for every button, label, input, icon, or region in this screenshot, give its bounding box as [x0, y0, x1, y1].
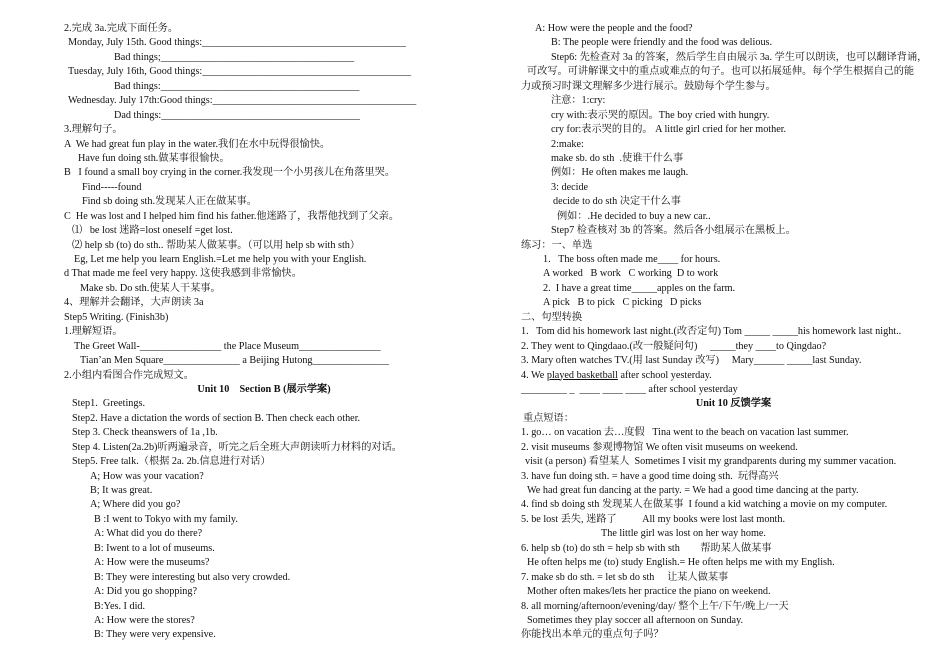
right-text-line: A: How were the people and the food?	[535, 23, 693, 34]
right-text-line: 2. They went to Qingdaao.(改一般疑问句) _____they ____to Qingdao?	[521, 340, 827, 352]
left-text-line: C He was lost and I helped him find his father.他迷路了，我帮他找到了父亲。	[64, 210, 400, 222]
right-text-line: 你能找出本单元的重点句子吗？	[521, 629, 664, 641]
right-text-line: 1. go… on vacation 去…度假 Tina went to the beach on vacation last summer.	[521, 427, 849, 439]
right-text-line: B: The people were friendly and the food was delious.	[551, 37, 773, 49]
left-text-line: 3.理解句子。	[64, 124, 123, 136]
left-text-line: Step5. Free talk.（根据 2a. 2b.信息进行对话）	[72, 456, 271, 468]
right-text-line: The little girl was lost on her way home.	[601, 528, 766, 540]
left-text-line: 1.理解短语。	[64, 326, 123, 338]
left-text-line: Step 4. Listen(2a.2b)听两遍录音，听完之后全班大声朗读听力材料的对话。	[72, 441, 402, 453]
right-text-line: 1. Tom did his homework last night.(改否定句) Tom _____ _____his homework last night..	[521, 326, 902, 338]
left-text-line: Tian’an Men Square_______________ a Beijing Hutong_______________	[80, 355, 389, 367]
right-text-line: We had great fun dancing at the party. = We had a good time dancing at the party.	[527, 485, 859, 496]
right-text-line: 练习：一、单选	[521, 239, 593, 251]
right-text-line: _________ _ ____ ____ ____ after school yesterday	[521, 383, 738, 395]
right-text-line: 4. find sb doing sth 发现某人在做某事 I found a kid watching a movie on my computer.	[521, 499, 888, 511]
right-text-line: 5. be lost 丢失, 迷路了 All my books were lost last month.	[521, 513, 786, 525]
right-text-line: 二、句型转换	[521, 311, 583, 323]
right-text-line: 1. The boss often made me____ for hours.	[543, 254, 721, 265]
left-text-line: Have fun doing sth.做某事很愉快。	[78, 152, 230, 164]
left-text-line: B: They were interesting but also very crowded.	[94, 571, 291, 583]
right-text-line: cry for:表示哭的目的。 A little girl cried for her mother.	[551, 124, 787, 136]
right-text-line: 注意：1:cry:	[551, 95, 606, 107]
right-text-line: 力或预习时课文理解多少进行展示。鼓励每个学生参与。	[521, 80, 776, 92]
right-text-line: 重点短语：	[523, 412, 574, 424]
left-text-line: A: What did you do there?	[94, 528, 203, 540]
right-text-line: A pick B to pick C picking D picks	[543, 297, 702, 309]
left-text-line: Find-----found	[82, 181, 142, 193]
left-text-line: A: How were the museums?	[94, 557, 210, 569]
right-text-line: 8. all morning/afternoon/evening/day/ 整个上午/下午/晚上/一天	[521, 600, 789, 612]
right-text-line: decide to do sth 决定干什么事	[553, 196, 681, 208]
left-text-line: B:Yes. I did.	[94, 600, 146, 612]
underlined-phrase: played basketball	[546, 369, 618, 381]
left-text-line: Tuesday, July 16th, Good things:_________________________________________	[68, 66, 412, 78]
left-text-line: Step5 Writing. (Finish3b)	[64, 311, 169, 323]
left-text-line: A: How were the stores?	[94, 614, 195, 626]
right-text-line: 4. We played basketball after school yesterday.	[521, 369, 712, 381]
right-text-line: 6. help sb (to) do sth = help sb with sth 帮助某人做某事	[521, 542, 772, 554]
left-text-line: A; How was your vacation?	[90, 470, 204, 482]
left-text-line: 2.小组内看图合作完成短文。	[64, 369, 194, 381]
left-text-line: B :I went to Tokyo with my family.	[94, 513, 238, 525]
left-heading: Unit 10 Section B (展示学案)	[197, 383, 331, 395]
left-text-line: 2.完成 3a.完成下面任务。	[64, 23, 179, 34]
left-text-line: B: Iwent to a lot of museums.	[94, 542, 215, 554]
right-text-line: 例如：He often makes me laugh.	[551, 167, 689, 179]
left-text-line: A; Where did you go?	[90, 499, 181, 511]
right-text-line: Step7 检查核对 3b 的答案。然后各小组展示在黑板上。	[551, 225, 796, 237]
right-text-line: 3: decide	[551, 181, 589, 193]
right-text-line: 例如：.He decided to buy a new car..	[557, 210, 711, 222]
left-text-line: Step1. Greetings.	[72, 398, 145, 410]
left-text-line: Dad things:_______________________________________	[114, 109, 360, 121]
right-text-line: visit (a person) 看望某人 Sometimes I visit my grandparents during my summer vacation.	[525, 456, 897, 468]
right-text-line: 2. I have a great time_____apples on the farm.	[543, 282, 736, 294]
right-text-line: 可改写。可讲解课文中的重点或难点的句子。也可以拓展延伸。每个学生根据自己的能	[527, 66, 915, 78]
left-text-line: Wednesday. July 17th:Good things:________________________________________	[68, 95, 417, 107]
right-text-line: make sb. do sth .使谁干什么事	[551, 152, 684, 164]
left-text-line: Make sb. Do sth.使某人干某事。	[80, 282, 221, 294]
left-text-line: Monday, July 15th. Good things:________________________________________	[68, 37, 406, 49]
right-text-line: 3. have fun doing sth. = have a good time doing sth. 玩得高兴	[521, 470, 779, 482]
left-text-line: Bad things;______________________________________	[114, 51, 355, 63]
left-column	[64, 22, 464, 643]
left-text-line: B; It was great.	[90, 485, 153, 496]
left-text-line: The Greet Wall-________________ the Place Museum________________	[74, 340, 381, 352]
left-text-line: B I found a small boy crying in the corner.我发现一个小男孩儿在角落里哭。	[64, 167, 396, 179]
right-column	[521, 22, 946, 643]
right-text-line: Sometimes they play soccer all afternoon on Sunday.	[527, 614, 744, 626]
left-text-line: Eg, Let me help you learn English.=Let me help you with your English.	[74, 254, 367, 265]
left-text-line: Bad things:_______________________________________	[114, 80, 360, 92]
right-text-line: cry with:表示哭的原因。The boy cried with hungry.	[551, 109, 770, 121]
right-heading: Unit 10 反馈学案	[695, 398, 772, 410]
right-text-line: He often helps me (to) study English.= He often helps me with my English.	[527, 557, 835, 569]
left-text-line: d That made me feel very happy. 这使我感到非常愉快。	[64, 268, 302, 280]
left-text-line: ⑴ be lost 迷路=lost oneself =get lost.	[72, 225, 233, 237]
left-text-line: Step 3. Check theanswers of 1a ,1b.	[72, 427, 218, 439]
left-text-line: 4、理解并会翻译，大声朗读 3a	[64, 297, 204, 309]
right-text-line: 3. Mary often watches TV.(用 last Sunday 改写) Mary______ _____last Sunday.	[521, 355, 862, 367]
right-text-line: 2. visit museums 参观博物馆 We often visit museums on weekend.	[521, 441, 798, 453]
right-text-line: Mother often makes/lets her practice the piano on weekend.	[527, 586, 771, 598]
left-text-line: B: They were very expensive.	[94, 629, 216, 641]
right-text-line: A worked B work C working D to work	[543, 268, 719, 280]
left-text-line: Find sb doing sth.发现某人正在做某事。	[82, 196, 257, 208]
left-text-line: Step2. Have a dictation the words of section B. Then check each other.	[72, 412, 361, 424]
left-text-line: ⑵ help sb (to) do sth.. 帮助某人做某事。（可以用 help sb with sth）	[72, 239, 361, 251]
left-text-line: A We had great fun play in the water.我们在水中玩得很愉快。	[64, 138, 331, 150]
right-text-line: 7. make sb do sth. = let sb do sth 让某人做某事	[521, 571, 729, 583]
right-text-line: Step6: 先检查对 3a 的答案，然后学生自由展示 3a. 学生可以朗读，也可以翻译背诵，	[551, 51, 928, 63]
right-text-line: 2:make:	[551, 138, 584, 150]
left-text-line: A: Did you go shopping?	[94, 586, 198, 598]
